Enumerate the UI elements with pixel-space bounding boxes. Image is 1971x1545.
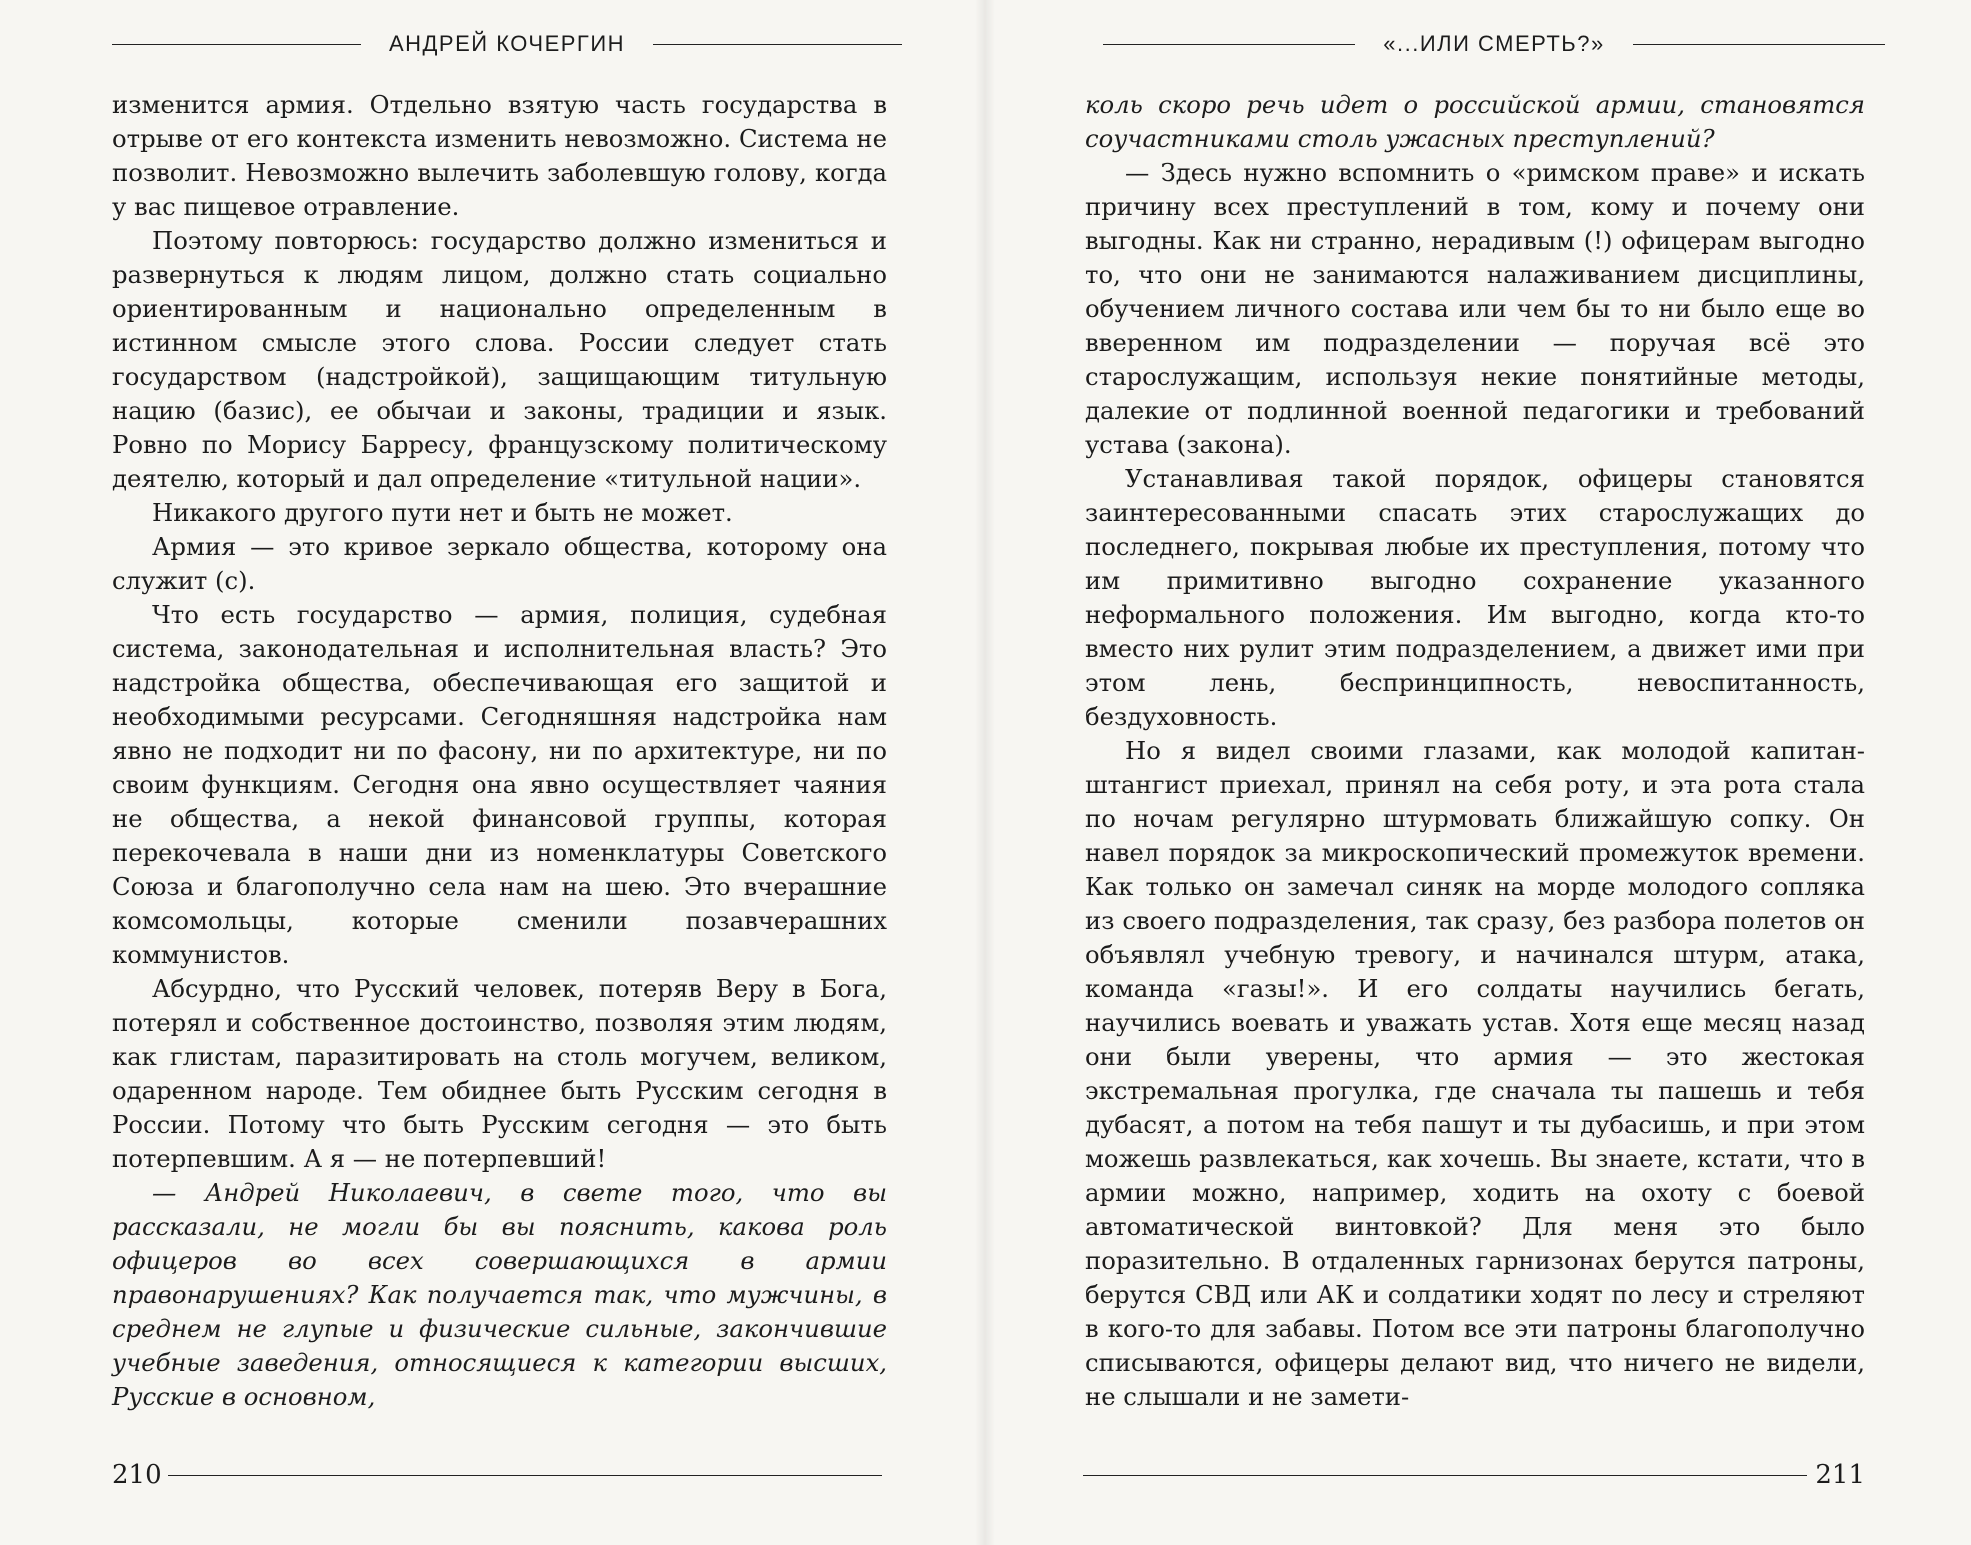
paragraph: Устанавливая такой порядок, офицеры становятся заинтересованными спасать этих старослужащих до последнего, покрывая любые их преступления, потому что им примитивно выгодно сохранение указанного неформального положения. Им выгодно, когда кто-то вместо них рулит этим подразделением, а движет ими при этом лень, беспринципность, невоспитанность, бездуховность.	[1085, 464, 1865, 731]
header-rule	[1633, 44, 1885, 45]
running-header	[1103, 26, 1885, 62]
body-text	[112, 88, 887, 1414]
paragraph: — Здесь нужно вспомнить о «римском праве» и искать причину всех преступлений в том, кому и почему они выгодны. Как ни странно, нерадивым (!) офицерам выгодно то, что они не занимаются налаживанием дисциплины, обучением личного состава или чем бы то ни было еще во вверенном им подразделении — поручая всё это старослужащим, используя некие понятийные методы, далекие от подлинной военной педагогики и требований устава (закона).	[1085, 158, 1865, 459]
paragraph: Абсурдно, что Русский человек, потеряв Веру в Бога, потерял и собственное достоинство, позволяя этим людям, как глистам, паразитировать на столь могучем, великом, одаренном народе. Тем обиднее быть Русским сегодня в России. Потому что быть Русским сегодня — это быть потерпевшим. А я — не потерпевший!	[112, 974, 887, 1173]
interview-question: — Андрей Николаевич, в свете того, что вы рассказали, не могли бы вы пояснить, какова роль офицеров во всех совершающихся в армии правонарушениях? Как получается так, что мужчины, в среднем не глупые и физические сильные, закончившие учебные заведения, относящиеся к категории высших, Русские в основном,	[112, 1178, 887, 1411]
page-footer	[1083, 1455, 1865, 1495]
paragraph: Никакого другого пути нет и быть не может.	[152, 498, 733, 527]
header-rule	[112, 44, 361, 45]
running-header-title: «...ИЛИ СМЕРТЬ?»	[1383, 31, 1605, 56]
page-number: 211	[1815, 1460, 1865, 1490]
header-rule	[653, 44, 902, 45]
interview-question-continued: коль скоро речь идет о российской армии, становятся соучастниками столь ужасных преступлений?	[1085, 90, 1865, 153]
right-page	[985, 0, 1971, 1545]
paragraph: Поэтому повторюсь: государство должно измениться и развернуться к людям лицом, должно стать социально ориентированным и национально определенным в истинном смысле этого слова. России следует стать государством (надстройкой), защищающим титульную нацию (базис), ее обычаи и законы, традиции и язык. Ровно по Морису Барресу, французскому политическому деятелю, который и дал определение «титульной нации».	[112, 226, 887, 493]
body-text	[1085, 88, 1865, 1414]
footer-rule	[168, 1475, 882, 1476]
paragraph: Армия — это кривое зеркало общества, которому она служит (с).	[112, 532, 887, 595]
paragraph: Но я видел своими глазами, как молодой капитан-штангист приехал, принял на себя роту, и эта рота стала по ночам регулярно штурмовать ближайшую сопку. Он навел порядок за микроскопический промежуток времени. Как только он замечал синяк на морде молодого сопляка из своего подразделения, так сразу, без разбора полетов он объявлял учебную тревогу, и начинался штурм, атака, команда «газы!». И его солдаты научились бегать, научились воевать и уважать устав. Хотя еще месяц назад они были уверены, что армия — это жестокая экстремальная прогулка, где сначала ты пашешь и тебя дубасят, а потом на тебя пашут и ты дубасишь, и при этом можешь развлекаться, как хочешь. Вы знаете, кстати, что в армии можно, например, ходить на охоту с боевой автоматической винтовкой? Для меня это было поразительно. В отдаленных гарнизонах берутся патроны, берутся СВД или АК и солдатики ходят по лесу и стреляют в кого-то для забавы. Потом все эти патроны благополучно списываются, офицеры делают вид, что ничего не видели, не слышали и не замети-	[1085, 736, 1865, 1411]
paragraph: изменится армия. Отдельно взятую часть государства в отрыве от его контекста изменить невозможно. Система не позволит. Невозможно вылечить заболевшую голову, когда у вас пищевое отравление.	[112, 90, 887, 221]
header-rule	[1103, 44, 1355, 45]
page-footer	[112, 1455, 882, 1495]
left-page	[0, 0, 985, 1545]
running-header-title: АНДРЕЙ КОЧЕРГИН	[388, 31, 626, 56]
footer-rule	[1083, 1475, 1807, 1476]
page-number: 210	[112, 1460, 162, 1490]
paragraph: Что есть государство — армия, полиция, судебная система, законодательная и исполнительная власть? Это надстройка общества, обеспечивающая его защитой и необходимыми ресурсами. Сегодняшняя надстройка нам явно не подходит ни по фасону, ни по архитектуре, ни по своим функциям. Сегодня она явно осуществляет чаяния не общества, а некой финансовой группы, которая перекочевала в наши дни из номенклатуры Советского Союза и благополучно села нам на шею. Это вчерашние комсомольцы, которые сменили позавчерашних коммунистов.	[112, 600, 887, 969]
running-header	[112, 26, 902, 62]
